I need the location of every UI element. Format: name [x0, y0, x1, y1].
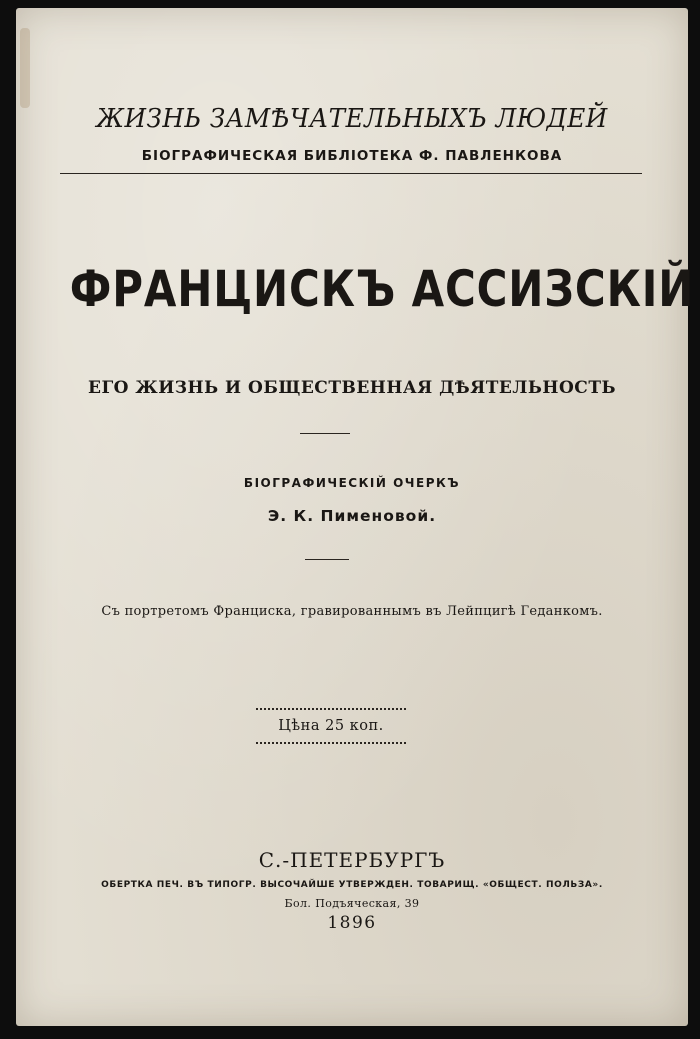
- series-subtitle: БІОГРАФИЧЕСКАЯ БИБЛІОТЕКА Ф. ПАВЛЕНКОВА: [141, 148, 563, 164]
- price-bottom-rule: [256, 742, 406, 744]
- header-rule: [60, 173, 642, 174]
- author-name: Э. К. Пименовой.: [267, 507, 437, 525]
- divider-rule-1: [300, 433, 350, 434]
- price-label: Цѣна 25 коп.: [278, 718, 384, 734]
- divider-rule-2: [305, 559, 349, 560]
- paper-stain: [20, 28, 30, 108]
- printer-line: ОБЕРТКА ПЕЧ. ВЪ ТИПОГР. ВЫСОЧАЙШЕ УТВЕРЖДЕН. ТОВАРИЩ. «ОБЩЕСТ. ПОЛЬЗА».: [101, 880, 603, 890]
- imprint-city: С.-ПЕТЕРБУРГЪ: [258, 848, 446, 872]
- essay-label: БІОГРАФИЧЕСКІЙ ОЧЕРКЪ: [243, 476, 461, 490]
- book-cover: [16, 8, 695, 1026]
- portrait-note: Съ портретомъ Франциска, гравированнымъ въ Лейпцигѣ Геданкомъ.: [101, 604, 603, 619]
- series-title: ЖИЗНЬ ЗАМѢЧАТЕЛЬНЫХЪ ЛЮДЕЙ: [96, 104, 608, 134]
- printer-address: Бол. Подъяческая, 39: [284, 897, 420, 910]
- book-title: ФРАНЦИСКЪ АССИЗСКІЙ: [69, 260, 695, 318]
- book-subtitle: ЕГО ЖИЗНЬ И ОБЩЕСТВЕННАЯ ДѢЯТЕЛЬНОСТЬ: [87, 378, 617, 398]
- publication-year: 1896: [327, 913, 377, 933]
- price-box: [256, 708, 406, 746]
- price-top-rule: [256, 708, 406, 710]
